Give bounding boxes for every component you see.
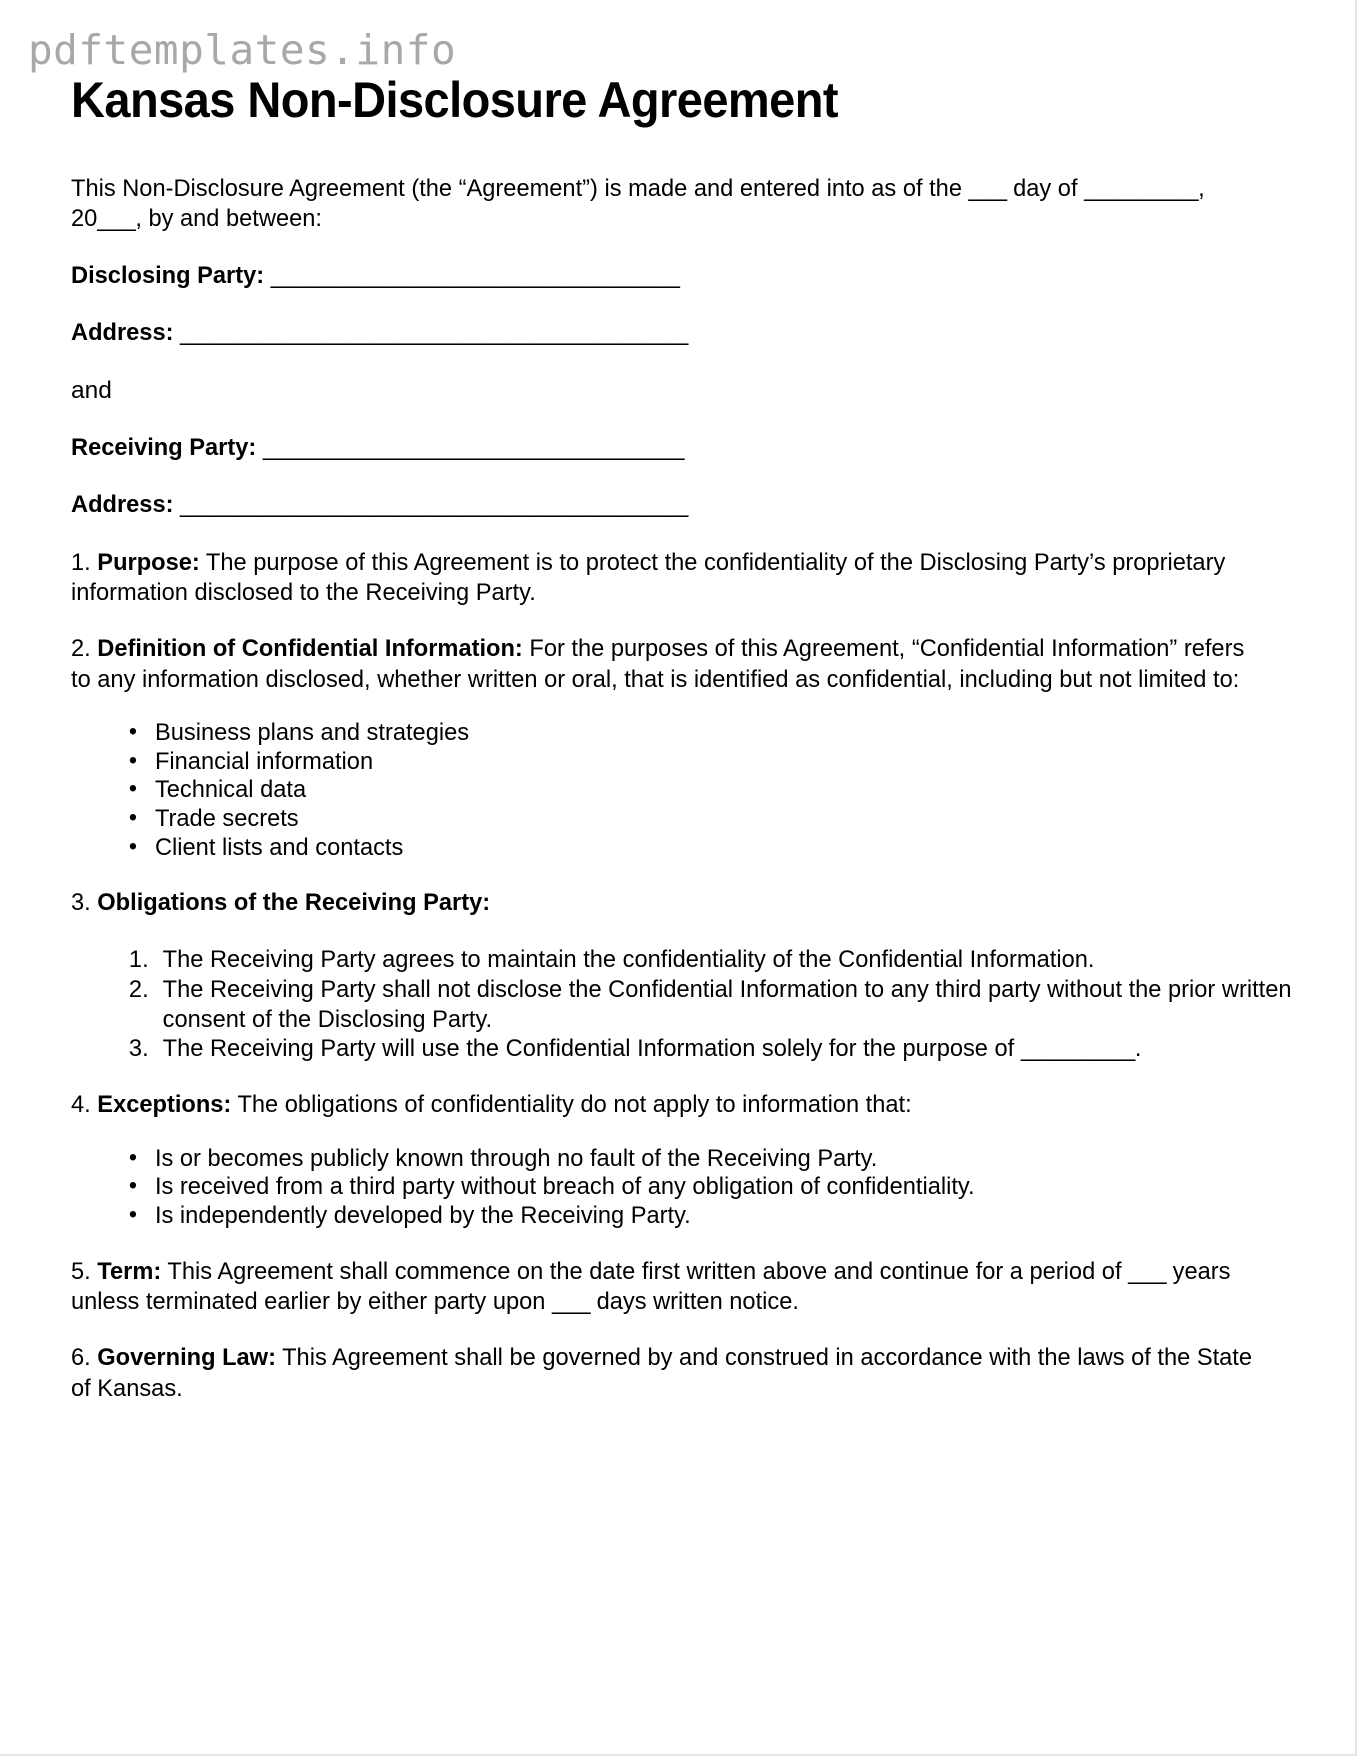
section-body-c: days written notice. bbox=[590, 1288, 799, 1315]
section-1 bbox=[71, 548, 1261, 609]
list-item bbox=[129, 1034, 1319, 1064]
list-item: • Trade secrets bbox=[129, 805, 1319, 834]
section-heading: Purpose: bbox=[97, 548, 200, 576]
blank-day: ___ bbox=[968, 175, 1007, 202]
list-item-text: The Receiving Party will use the Confidential Information solely for the purpose of bbox=[162, 1035, 1015, 1063]
obligations-list bbox=[71, 945, 1319, 1065]
list-item: • Client lists and contacts bbox=[129, 834, 1319, 863]
section-number: 1. bbox=[71, 548, 91, 576]
list-item: The Receiving Party agrees to maintain the confidentiality of the Confidential Information. bbox=[162, 945, 1095, 973]
section-heading: Term: bbox=[97, 1257, 162, 1285]
section-body: The purpose of this Agreement is to protect the confidentiality of the Disclosing Party’s proprietary information disclosed to the Receiving Party. bbox=[71, 548, 1226, 606]
conjunction-and: and bbox=[71, 376, 112, 404]
page-title: Kansas Non-Disclosure Agreement bbox=[71, 72, 838, 128]
confidential-information-list bbox=[71, 719, 1319, 862]
field-disclosing-party bbox=[71, 261, 1261, 291]
section-2 bbox=[71, 634, 1261, 695]
intro-text-c: , 20 bbox=[71, 175, 1205, 233]
list-item: • Technical data bbox=[129, 776, 1319, 805]
section-body: This Agreement shall be governed by and construed in accordance with the laws of the State of Kansas. bbox=[71, 1344, 1253, 1402]
blank-purpose: _________ bbox=[1020, 1035, 1135, 1063]
section-3 bbox=[71, 888, 1261, 918]
section-5 bbox=[71, 1257, 1261, 1318]
list-item: • Is or becomes publicly known through no fault of the Receiving Party. bbox=[129, 1145, 1319, 1174]
section-heading: Governing Law: bbox=[97, 1344, 276, 1372]
field-rule: __________________________________ bbox=[262, 433, 684, 461]
intro-text-b: day of bbox=[1006, 175, 1085, 202]
section-4 bbox=[71, 1090, 1261, 1120]
section-body-a: This Agreement shall commence on the date first written above and continue for a period of bbox=[167, 1257, 1129, 1285]
field-receiving-party-address bbox=[71, 490, 1261, 520]
section-body: For the purposes of this Agreement, “Confidential Information” refers to any information disclosed, whether written or oral, that is identified as confidential, including but not limited to: bbox=[71, 635, 1245, 693]
field-rule: _________________________________ bbox=[270, 261, 680, 289]
field-label: Receiving Party: bbox=[71, 433, 257, 461]
section-body-b: years unless terminated earlier by either party upon bbox=[71, 1257, 1231, 1315]
field-rule: _________________________________________ bbox=[180, 319, 688, 347]
blank-years: ___ bbox=[1128, 1257, 1167, 1285]
field-rule: _________________________________________ bbox=[180, 491, 688, 519]
section-number: 4. bbox=[71, 1091, 91, 1119]
exceptions-list bbox=[71, 1145, 1319, 1231]
section-number: 2. bbox=[71, 635, 91, 663]
list-item: The Receiving Party shall not disclose the Confidential Information to any third party without the prior written consent of the Disclosing Party. bbox=[162, 975, 1292, 1033]
section-number: 5. bbox=[71, 1257, 91, 1285]
intro-text-a: This Non-Disclosure Agreement (the “Agreement”) is made and entered into as of the bbox=[71, 175, 969, 202]
section-heading: Definition of Confidential Information: bbox=[97, 635, 523, 663]
section-6 bbox=[71, 1343, 1261, 1404]
intro-text-d: , by and between: bbox=[135, 205, 322, 233]
list-item: • Is independently developed by the Receiving Party. bbox=[129, 1202, 1319, 1231]
field-disclosing-party-address bbox=[71, 318, 1261, 348]
blank-year: ___ bbox=[97, 205, 136, 233]
blank-month: _________ bbox=[1084, 175, 1199, 202]
section-number: 3. bbox=[71, 889, 91, 917]
section-heading: Exceptions: bbox=[97, 1091, 232, 1119]
field-label: Disclosing Party: bbox=[71, 261, 265, 289]
section-number: 6. bbox=[71, 1344, 91, 1372]
field-label: Address: bbox=[71, 319, 174, 347]
document-content bbox=[28, 26, 1292, 1430]
blank-days: ___ bbox=[551, 1288, 591, 1315]
intro-paragraph bbox=[71, 174, 1261, 235]
field-receiving-party bbox=[71, 433, 1261, 463]
list-item-tail: . bbox=[1134, 1035, 1142, 1063]
list-item: • Is received from a third party without breach of any obligation of confidentiality. bbox=[129, 1173, 1319, 1202]
list-item: • Financial information bbox=[129, 748, 1319, 777]
field-label: Address: bbox=[71, 491, 174, 519]
section-heading: Obligations of the Receiving Party: bbox=[97, 889, 491, 917]
section-body: The obligations of confidentiality do not apply to information that: bbox=[237, 1091, 912, 1119]
list-item: • Business plans and strategies bbox=[129, 719, 1319, 748]
site-watermark: pdftemplates.info bbox=[28, 26, 457, 74]
